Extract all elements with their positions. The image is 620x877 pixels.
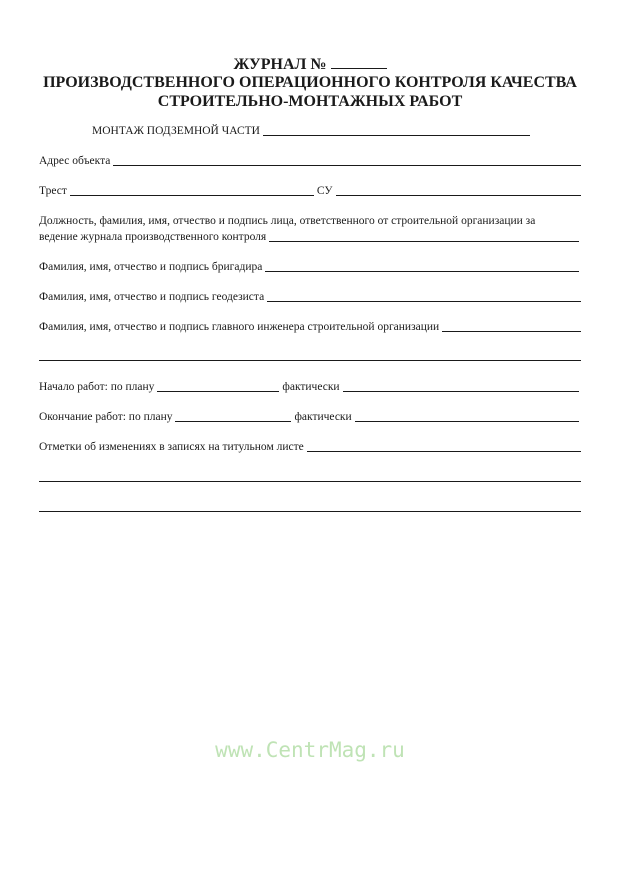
journal-number-label: ЖУРНАЛ № [233, 56, 327, 73]
chief-engineer-field-line-2[interactable] [39, 360, 581, 361]
journal-number-heading [0, 54, 620, 74]
journal-title-line-1: ПРОИЗВОДСТВЕННОГО ОПЕРАЦИОННОГО КОНТРОЛЯ КАЧЕСТВА [43, 74, 577, 91]
end-actual-field[interactable] [355, 421, 579, 422]
start-plan-field[interactable] [157, 391, 279, 392]
journal-title-line-2: СТРОИТЕЛЬНО-МОНТАЖНЫХ РАБОТ [157, 93, 463, 110]
section-field[interactable] [263, 135, 530, 136]
su-label: СУ [316, 185, 333, 197]
end-actual-label: фактически [294, 411, 352, 423]
surveyor-row [39, 288, 581, 304]
address-row [39, 152, 581, 168]
responsible-row-2 [39, 228, 579, 244]
watermark: www.CentrMag.ru [215, 738, 405, 762]
start-actual-label: фактически [282, 381, 340, 393]
chief-engineer-row [39, 318, 581, 334]
changes-field[interactable] [307, 451, 581, 452]
foreman-field[interactable] [265, 271, 579, 272]
address-label: Адрес объекта [39, 155, 111, 167]
foreman-row [39, 258, 579, 274]
changes-label: Отметки об изменениях в записях на титульном листе [39, 441, 304, 453]
trust-su-row [39, 182, 581, 198]
section-row [92, 122, 530, 138]
chief-engineer-label: Фамилия, имя, отчество и подпись главного инженера строительной организации [39, 321, 440, 333]
chief-engineer-field[interactable] [442, 331, 581, 332]
changes-field-line-2[interactable] [39, 481, 581, 482]
su-field[interactable] [336, 195, 581, 196]
responsible-label-1: Должность, фамилия, имя, отчество и подпись лица, ответственного от строительной организации за [39, 215, 536, 227]
changes-field-line-3[interactable] [39, 511, 581, 512]
responsible-label-2: ведение журнала производственного контроля [39, 231, 267, 243]
start-actual-field[interactable] [343, 391, 579, 392]
surveyor-field[interactable] [267, 301, 581, 302]
section-label: МОНТАЖ ПОДЗЕМНОЙ ЧАСТИ [92, 125, 260, 137]
trust-label: Трест [39, 185, 67, 197]
surveyor-label: Фамилия, имя, отчество и подпись геодезиста [39, 291, 265, 303]
start-plan-label: Начало работ: по плану [39, 381, 155, 393]
start-row [39, 378, 579, 394]
address-field[interactable] [113, 165, 581, 166]
end-row [39, 408, 579, 424]
responsible-field[interactable] [269, 241, 579, 242]
journal-number-blank[interactable] [331, 54, 387, 69]
end-plan-field[interactable] [175, 421, 291, 422]
foreman-label: Фамилия, имя, отчество и подпись бригадира [39, 261, 263, 273]
trust-field[interactable] [70, 195, 314, 196]
changes-row [39, 438, 581, 454]
responsible-row-1 [39, 212, 581, 228]
end-plan-label: Окончание работ: по плану [39, 411, 173, 423]
